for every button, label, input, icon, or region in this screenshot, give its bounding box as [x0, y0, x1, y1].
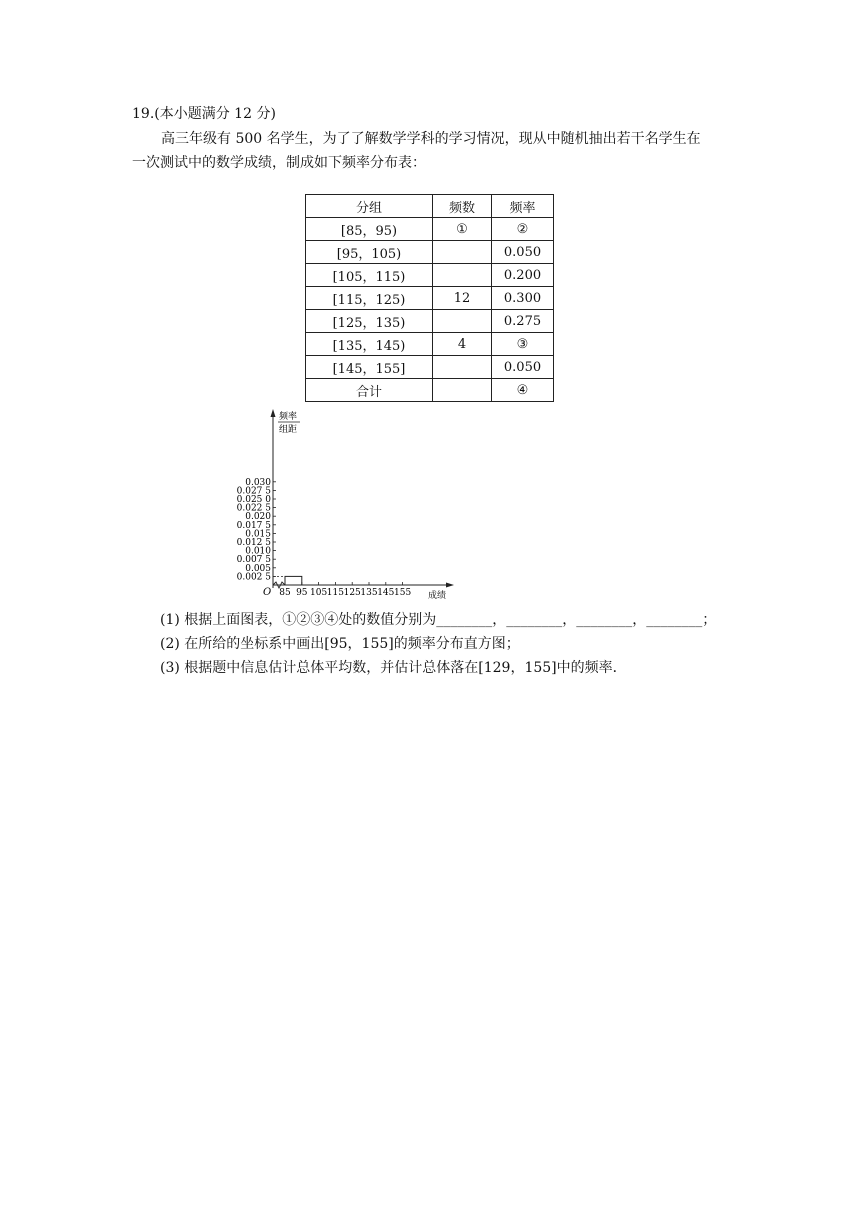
y-tick-label: 0.015: [245, 529, 271, 540]
header-group: 分组: [306, 195, 433, 218]
table-row: [306, 241, 554, 264]
cell-frequency: 0.300: [492, 287, 554, 310]
chart-marks: [237, 478, 412, 598]
cell-count: [433, 310, 492, 333]
origin-label: O: [263, 587, 272, 598]
cell-frequency: ③: [492, 333, 554, 356]
x-tick-label: 95: [296, 588, 308, 598]
cell-count: 4: [433, 333, 492, 356]
y-tick-label: 0.002 5: [236, 572, 271, 583]
y-tick-label: 0.012 5: [236, 538, 271, 548]
cell-count: [433, 241, 492, 264]
y-tick-label: 0.022 5: [236, 503, 271, 514]
cell-group: [115，125): [306, 287, 433, 310]
question-2: (2) 在所给的坐标系中画出[95，155]的频率分布直方图；: [160, 636, 520, 652]
y-label-bottom: 组距: [279, 425, 298, 435]
x-tick-label: 125: [343, 588, 361, 598]
cell-frequency: ④: [492, 379, 554, 402]
x-axis-label: 成绩: [428, 591, 447, 601]
y-tick-label: 0.027 5: [236, 486, 271, 497]
table-row: [306, 333, 554, 356]
cell-count: [433, 379, 492, 402]
table-row: [306, 356, 554, 379]
y-label-top: 频率: [279, 412, 298, 422]
cell-count: 12: [433, 287, 492, 310]
table-row: [306, 264, 554, 287]
x-tick-label: 135: [360, 588, 378, 598]
question-3: (3) 根据题中信息估计总体平均数，并估计总体落在[129，155]中的频率．: [160, 660, 627, 676]
cell-frequency: 0.200: [492, 264, 554, 287]
cell-count: [433, 356, 492, 379]
table-total-row: [306, 379, 554, 402]
cell-frequency: 0.050: [492, 356, 554, 379]
cell-frequency: ②: [492, 218, 554, 241]
header-count: 频数: [433, 195, 492, 218]
cell-group: [95，105): [306, 241, 433, 264]
y-tick-label: 0.007 5: [236, 555, 271, 566]
histogram-chart: [225, 405, 460, 603]
x-tick-label: 145: [377, 588, 395, 598]
question-1: (1) 根据上面图表，①②③④处的数值分别为________，________，________，________；: [160, 612, 717, 628]
table-header-row: [306, 195, 554, 218]
y-tick-label: 0.010: [245, 546, 271, 557]
x-tick-label: 105: [310, 588, 328, 598]
x-axis-arrow: [446, 583, 454, 588]
cell-frequency: 0.050: [492, 241, 554, 264]
frequency-table: [305, 194, 554, 402]
y-tick-label: 0.005: [245, 563, 271, 574]
cell-count: [433, 264, 492, 287]
cell-frequency: 0.275: [492, 310, 554, 333]
table-row: [306, 218, 554, 241]
cell-group: [125，135): [306, 310, 433, 333]
y-axis-arrow: [271, 409, 276, 417]
table-row: [306, 287, 554, 310]
cell-group: [85，95): [306, 218, 433, 241]
x-tick-label: 115: [326, 588, 344, 598]
problem-stem-line2: 一次测试中的数学成绩，制成如下频率分布表：: [132, 155, 426, 171]
y-tick-label: 0.017 5: [236, 520, 271, 531]
y-tick-label: 0.025 0: [236, 495, 271, 505]
problem-header: 19.(本小题满分 12 分): [132, 106, 276, 122]
table-row: [306, 310, 554, 333]
x-tick-label: 155: [394, 588, 412, 598]
y-tick-label: 0.020: [245, 512, 271, 523]
cell-count: ①: [433, 218, 492, 241]
cell-group: [135，145): [306, 333, 433, 356]
header-frequency: 频率: [492, 195, 554, 218]
cell-group: [105，115): [306, 264, 433, 287]
histogram-bar: [285, 576, 302, 585]
cell-total-label: 合计: [306, 379, 433, 402]
cell-group: [145，155]: [306, 356, 433, 379]
problem-stem-line1: 高三年级有 500 名学生，为了了解数学学科的学习情况，现从中随机抽出若干名学生在: [161, 131, 701, 147]
x-tick-label: 85: [279, 588, 291, 598]
y-tick-label: 0.030: [245, 477, 271, 488]
